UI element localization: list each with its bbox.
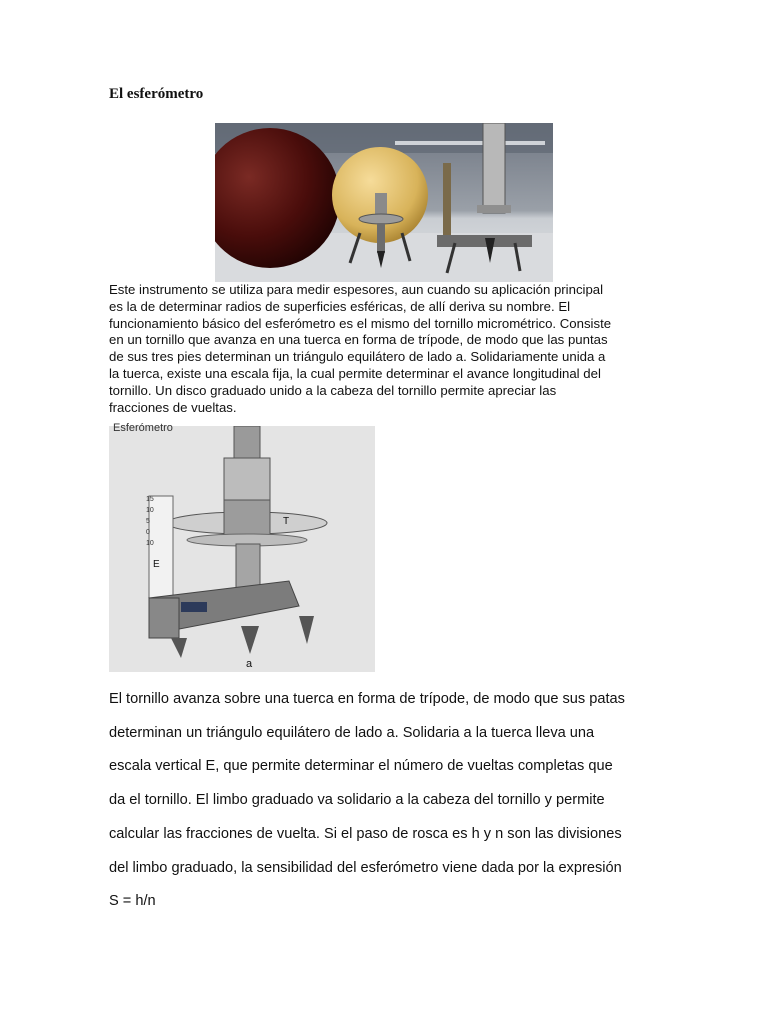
scale-ticks: 15 10 5 0 10 (146, 496, 154, 547)
page-title: El esferómetro (109, 86, 204, 102)
explanation-paragraph: El tornillo avanza sobre una tuerca en forma de trípode, de modo que sus patas determinan un triángulo equilátero de lado a. Solidaria a la tuerca lleva una escala vertical E, que permite determinar el número de vueltas completas que da el tornillo. El limbo graduado va solidario a la cabeza del tornillo y permite calcular las fracciones de vuelta. Si el paso de rosca es h y n son las divisiones del limbo graduado, la sensibilidad del esferómetro viene dada por la expresión S = h/n (109, 691, 625, 910)
scale-letter: E (153, 559, 160, 570)
intro-paragraph: Este instrumento se utiliza para medir espesores, aun cuando su aplicación principal es la de determinar radios de superficies esféricas, de allí deriva su nombre. El funcionamiento básico del esferómetro es el mismo del tornillo micrométrico. Consiste en un tornillo que avanza en una tuerca en forma de trípode, de modo que las puntas de sus tres pies determinan un triángulo equilátero de lado a. Solidariamente unida a la tuerca, existe una escala fija, la cual permite determinar el avance longitudinal del tornillo. Un disco graduado unido a la cabeza del tornillo permite apreciar las fracciones de vueltas. (109, 282, 612, 415)
disc-letter: T (283, 516, 290, 527)
figure-label: Esferómetro (113, 422, 173, 434)
labelled-spherometer-photo (109, 426, 375, 672)
spherometer-photo (215, 123, 553, 282)
base-letter: a (246, 658, 253, 670)
